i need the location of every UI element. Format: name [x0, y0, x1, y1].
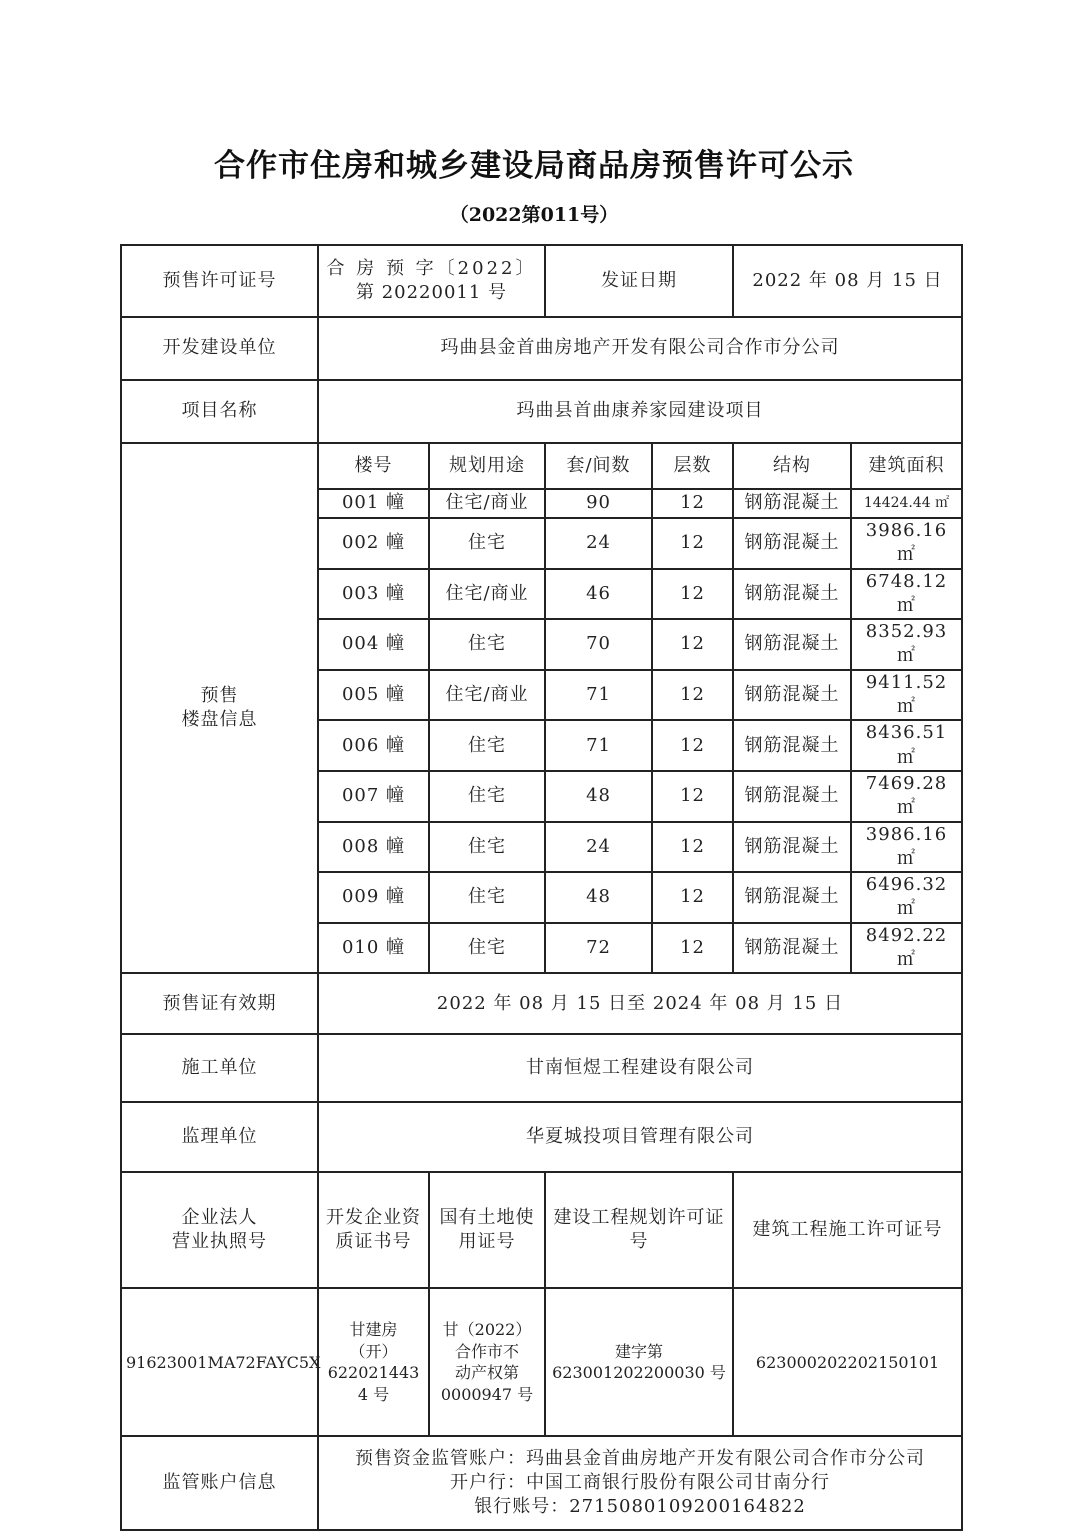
building-number: 010 幢 — [318, 923, 429, 974]
building-usage: 住宅 — [429, 619, 545, 670]
buildings-label-line2: 楼盘信息 — [181, 709, 258, 731]
building-number: 008 幢 — [318, 822, 429, 873]
construction-permit-label: 建筑工程施工许可证号 — [733, 1172, 962, 1288]
building-structure: 钢筋混凝土 — [733, 771, 851, 822]
permit-row — [121, 245, 962, 317]
building-structure: 钢筋混凝土 — [733, 872, 851, 923]
building-area: 8436.51 ㎡ — [851, 720, 962, 771]
developer-row — [121, 317, 962, 380]
business-license-value: 91623001MA72FAYC5X — [121, 1288, 318, 1436]
building-floors: 12 — [652, 771, 733, 822]
business-license-label — [121, 1172, 318, 1288]
buildings-label-line1: 预售 — [200, 684, 239, 706]
contractor-label: 施工单位 — [121, 1034, 318, 1102]
building-units: 70 — [545, 619, 652, 670]
land-cert-line: 动产权第 — [455, 1363, 520, 1383]
building-usage: 住宅/商业 — [429, 569, 545, 620]
building-floors: 12 — [652, 518, 733, 569]
developer-value: 玛曲县金首曲房地产开发有限公司合作市分公司 — [318, 317, 962, 380]
building-area: 6496.32 ㎡ — [851, 872, 962, 923]
building-floors: 12 — [652, 720, 733, 771]
project-label: 项目名称 — [121, 380, 318, 443]
building-floors: 12 — [652, 822, 733, 873]
building-units: 71 — [545, 670, 652, 721]
supervisor-row — [121, 1102, 962, 1172]
building-area: 3986.16 ㎡ — [851, 822, 962, 873]
account-row — [121, 1436, 962, 1530]
building-structure: 钢筋混凝土 — [733, 822, 851, 873]
validity-label: 预售证有效期 — [121, 973, 318, 1034]
construction-permit-value: 623000202202150101 — [733, 1288, 962, 1436]
business-license-label-line2: 营业执照号 — [172, 1231, 267, 1253]
header-units: 套/间数 — [545, 443, 652, 489]
building-floors: 12 — [652, 872, 733, 923]
building-floors: 12 — [652, 670, 733, 721]
building-number: 006 幢 — [318, 720, 429, 771]
land-cert-value — [429, 1288, 545, 1436]
building-number: 001 幢 — [318, 489, 429, 518]
permit-number-line1: 合 房 预 字〔2022〕 — [326, 257, 537, 279]
building-area: 8352.93 ㎡ — [851, 619, 962, 670]
building-number: 004 幢 — [318, 619, 429, 670]
header-structure: 结构 — [733, 443, 851, 489]
permit-number-value — [318, 245, 545, 317]
developer-label: 开发建设单位 — [121, 317, 318, 380]
building-units: 46 — [545, 569, 652, 620]
building-area: 7469.28 ㎡ — [851, 771, 962, 822]
planning-permit-value — [545, 1288, 733, 1436]
business-license-label-line1: 企业法人 — [181, 1207, 258, 1229]
building-structure: 钢筋混凝土 — [733, 923, 851, 974]
header-usage: 规划用途 — [429, 443, 545, 489]
issue-date-value: 2022 年 08 月 15 日 — [733, 245, 962, 317]
building-area: 6748.12 ㎡ — [851, 569, 962, 620]
validity-row — [121, 973, 962, 1034]
building-area: 3986.16 ㎡ — [851, 518, 962, 569]
building-area: 9411.52 ㎡ — [851, 670, 962, 721]
account-number-line: 银行账号：2715080109200164822 — [474, 1496, 806, 1518]
building-floors: 12 — [652, 489, 733, 518]
building-units: 24 — [545, 518, 652, 569]
project-value: 玛曲县首曲康养家园建设项目 — [318, 380, 962, 443]
qualification-cert-label: 开发企业资质证书号 — [318, 1172, 429, 1288]
land-cert-line: 0000947 号 — [440, 1384, 534, 1404]
supervisor-label: 监理单位 — [121, 1102, 318, 1172]
building-structure: 钢筋混凝土 — [733, 619, 851, 670]
header-building-no: 楼号 — [318, 443, 429, 489]
contractor-row — [121, 1034, 962, 1102]
land-cert-label: 国有土地使用证号 — [429, 1172, 545, 1288]
building-usage: 住宅 — [429, 518, 545, 569]
account-bank-line: 开户行：中国工商银行股份有限公司甘南分行 — [450, 1472, 831, 1494]
supervisor-value: 华夏城投项目管理有限公司 — [318, 1102, 962, 1172]
qualification-line: 4 号 — [357, 1384, 390, 1404]
account-name-line: 预售资金监管账户：玛曲县金首曲房地产开发有限公司合作市分公司 — [355, 1447, 926, 1469]
building-number: 009 幢 — [318, 872, 429, 923]
building-floors: 12 — [652, 569, 733, 620]
permit-number-label: 预售许可证号 — [121, 245, 318, 317]
contractor-value: 甘南恒煜工程建设有限公司 — [318, 1034, 962, 1102]
building-units: 48 — [545, 771, 652, 822]
building-number: 003 幢 — [318, 569, 429, 620]
building-structure: 钢筋混凝土 — [733, 720, 851, 771]
building-usage: 住宅 — [429, 720, 545, 771]
building-units: 24 — [545, 822, 652, 873]
building-usage: 住宅 — [429, 923, 545, 974]
header-floors: 层数 — [652, 443, 733, 489]
qualification-line: 622021443 — [327, 1363, 420, 1383]
certificate-header-row — [121, 1172, 962, 1288]
building-units: 72 — [545, 923, 652, 974]
building-number: 007 幢 — [318, 771, 429, 822]
building-structure: 钢筋混凝土 — [733, 489, 851, 518]
building-usage: 住宅/商业 — [429, 670, 545, 721]
building-usage: 住宅/商业 — [429, 489, 545, 518]
land-cert-line: 合作市不 — [455, 1341, 520, 1361]
permit-table — [120, 244, 963, 1531]
qualification-cert-value — [318, 1288, 429, 1436]
issue-date-label: 发证日期 — [545, 245, 733, 317]
building-usage: 住宅 — [429, 771, 545, 822]
permit-number-line2: 第 20220011 号 — [355, 282, 508, 303]
land-cert-line: 甘（2022） — [442, 1320, 532, 1340]
header-area: 建筑面积 — [851, 443, 962, 489]
project-row — [121, 380, 962, 443]
building-area: 14424.44 ㎡ — [851, 489, 962, 518]
building-structure: 钢筋混凝土 — [733, 518, 851, 569]
qualification-line: 甘建房 — [349, 1320, 398, 1340]
building-floors: 12 — [652, 923, 733, 974]
building-usage: 住宅 — [429, 822, 545, 873]
building-usage: 住宅 — [429, 872, 545, 923]
building-number: 005 幢 — [318, 670, 429, 721]
document-number: （2022第011号） — [449, 204, 619, 226]
account-label: 监管账户信息 — [121, 1436, 318, 1530]
planning-permit-line: 建字第 — [615, 1341, 664, 1361]
building-units: 90 — [545, 489, 652, 518]
qualification-line: （开） — [349, 1341, 398, 1361]
building-area: 8492.22 ㎡ — [851, 923, 962, 974]
building-units: 71 — [545, 720, 652, 771]
validity-value: 2022 年 08 月 15 日至 2024 年 08 月 15 日 — [318, 973, 962, 1034]
buildings-label — [121, 443, 318, 973]
building-structure: 钢筋混凝土 — [733, 569, 851, 620]
building-units: 48 — [545, 872, 652, 923]
account-value — [318, 1436, 962, 1530]
buildings-header-row — [121, 443, 962, 489]
certificate-value-row — [121, 1288, 962, 1436]
planning-permit-line: 623001202200030 号 — [552, 1363, 726, 1383]
page-title: 合作市住房和城乡建设局商品房预售许可公示 — [214, 148, 854, 184]
building-floors: 12 — [652, 619, 733, 670]
building-structure: 钢筋混凝土 — [733, 670, 851, 721]
planning-permit-label: 建设工程规划许可证号 — [545, 1172, 733, 1288]
building-number: 002 幢 — [318, 518, 429, 569]
